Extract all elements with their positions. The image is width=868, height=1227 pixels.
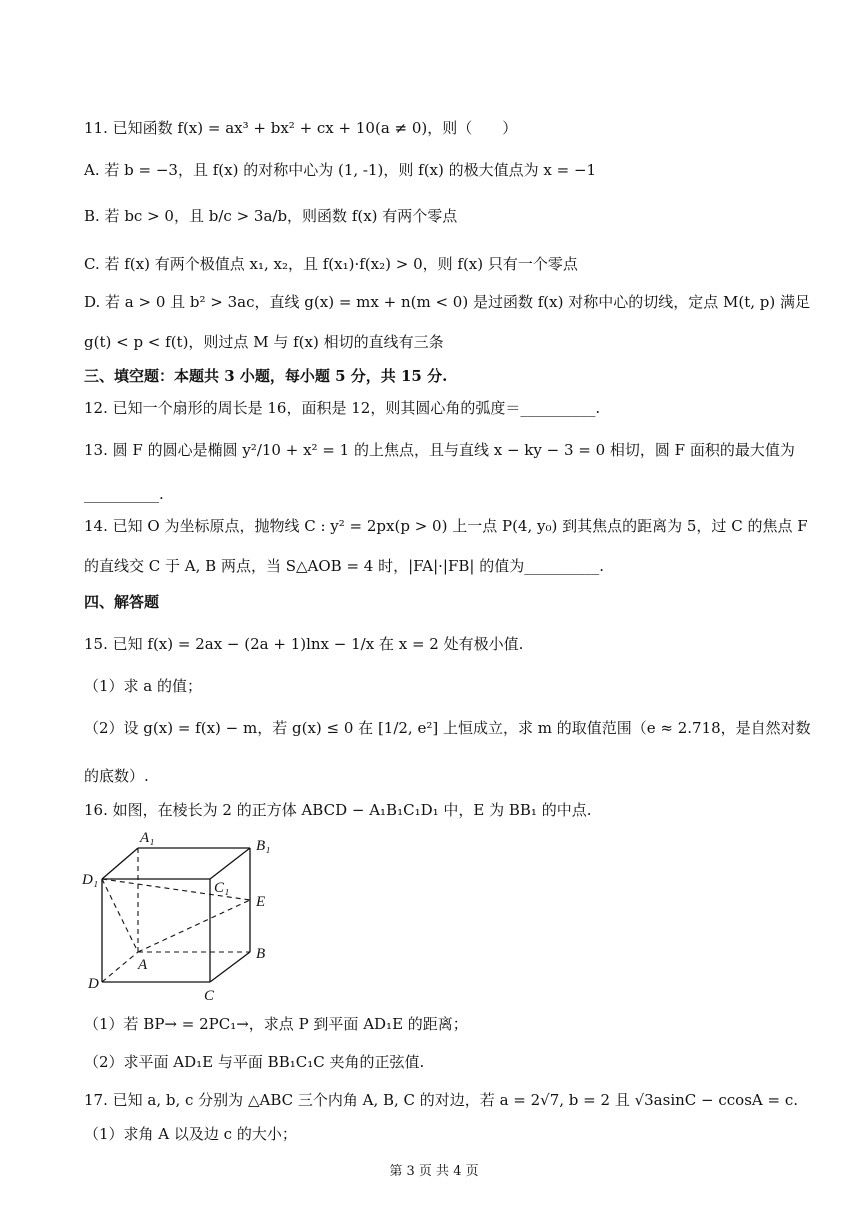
text-line: 的直线交 C 于 A, B 两点，当 S△AOB = 4 时，|FA|·|FB| 的值为__________. <box>84 557 604 575</box>
text-line: （1）求角 A 以及边 c 的大小； <box>84 1125 297 1143</box>
label-a1: A₁ <box>140 830 155 846</box>
label-a: A <box>138 957 148 973</box>
text-line: 13. 圆 F 的圆心是椭圆 y²/10 + x² = 1 的上焦点，且与直线 x − ky − 3 = 0 相切，圆 F 面积的最大值为 <box>84 441 795 459</box>
edge-d1a1 <box>102 848 138 879</box>
text-line: 14. 已知 O 为坐标原点，抛物线 C : y² = 2px(p > 0) 上一点 P(4, y₀) 到其焦点的距离为 5，过 C 的焦点 F <box>84 517 808 535</box>
text-line: 四、解答题 <box>84 593 160 611</box>
label-e: E <box>256 894 266 910</box>
text-line: 三、填空题：本题共 3 小题，每小题 5 分，共 15 分. <box>84 367 448 385</box>
text-line: B. 若 bc > 0，且 b/c > 3a/b，则函数 f(x) 有两个零点 <box>84 207 458 225</box>
text-line: g(t) < p < f(t)，则过点 M 与 f(x) 相切的直线有三条 <box>84 333 444 351</box>
label-b: B <box>256 946 266 962</box>
text-line: A. 若 b = −3，且 f(x) 的对称中心为 (1, -1)，则 f(x) 的极大值点为 x = −1 <box>84 161 597 179</box>
cube-figure <box>80 824 280 1009</box>
text-line: 15. 已知 f(x) = 2ax − (2a + 1)lnx − 1/x 在 x = 2 处有极小值. <box>84 635 524 653</box>
text-line: 17. 已知 a, b, c 分别为 △ABC 三个内角 A, B, C 的对边，若 a = 2√7, b = 2 且 √3asinC − ccosA = c. <box>84 1091 799 1109</box>
text-line: 的底数）. <box>84 767 149 785</box>
text-line: C. 若 f(x) 有两个极值点 x₁, x₂，且 f(x₁)·f(x₂) > 0，则 f(x) 只有一个零点 <box>84 255 578 273</box>
page-footer: 第 3 页 共 4 页 <box>389 1164 479 1179</box>
label-c: C <box>204 988 215 1004</box>
text-line: （1）求 a 的值； <box>84 677 203 695</box>
text-line: （2）设 g(x) = f(x) − m，若 g(x) ≤ 0 在 [1/2, e²] 上恒成立，求 m 的取值范围（e ≈ 2.718，是自然对数 <box>84 719 811 737</box>
label-d: D <box>88 976 99 992</box>
text-line: （1）若 BP→ = 2PC₁→，求点 P 到平面 AD₁E 的距离； <box>84 1015 468 1033</box>
label-c1: C₁ <box>214 880 230 896</box>
edge-ae <box>138 900 250 952</box>
label-b1: B₁ <box>256 838 271 854</box>
text-line: D. 若 a > 0 且 b² > 3ac，直线 g(x) = mx + n(m < 0) 是过函数 f(x) 对称中心的切线，定点 M(t, p) 满足 <box>84 293 810 311</box>
text-line: __________. <box>84 485 164 503</box>
text-line: （2）求平面 AD₁E 与平面 BB₁C₁C 夹角的正弦值. <box>84 1053 425 1071</box>
edge-d1a <box>102 879 138 952</box>
edge-da <box>102 952 138 982</box>
text-line: 16. 如图，在棱长为 2 的正方体 ABCD − A₁B₁C₁D₁ 中，E 为 BB₁ 的中点. <box>84 801 592 819</box>
edge-cb <box>210 952 250 982</box>
text-line: 11. 已知函数 f(x) = ax³ + bx² + cx + 10(a ≠ 0)，则（ ） <box>84 119 518 137</box>
edge-c1b1 <box>210 848 250 879</box>
text-line: 12. 已知一个扇形的周长是 16，面积是 12，则其圆心角的弧度＝__________. <box>84 399 601 417</box>
label-d1: D₁ <box>82 872 99 888</box>
